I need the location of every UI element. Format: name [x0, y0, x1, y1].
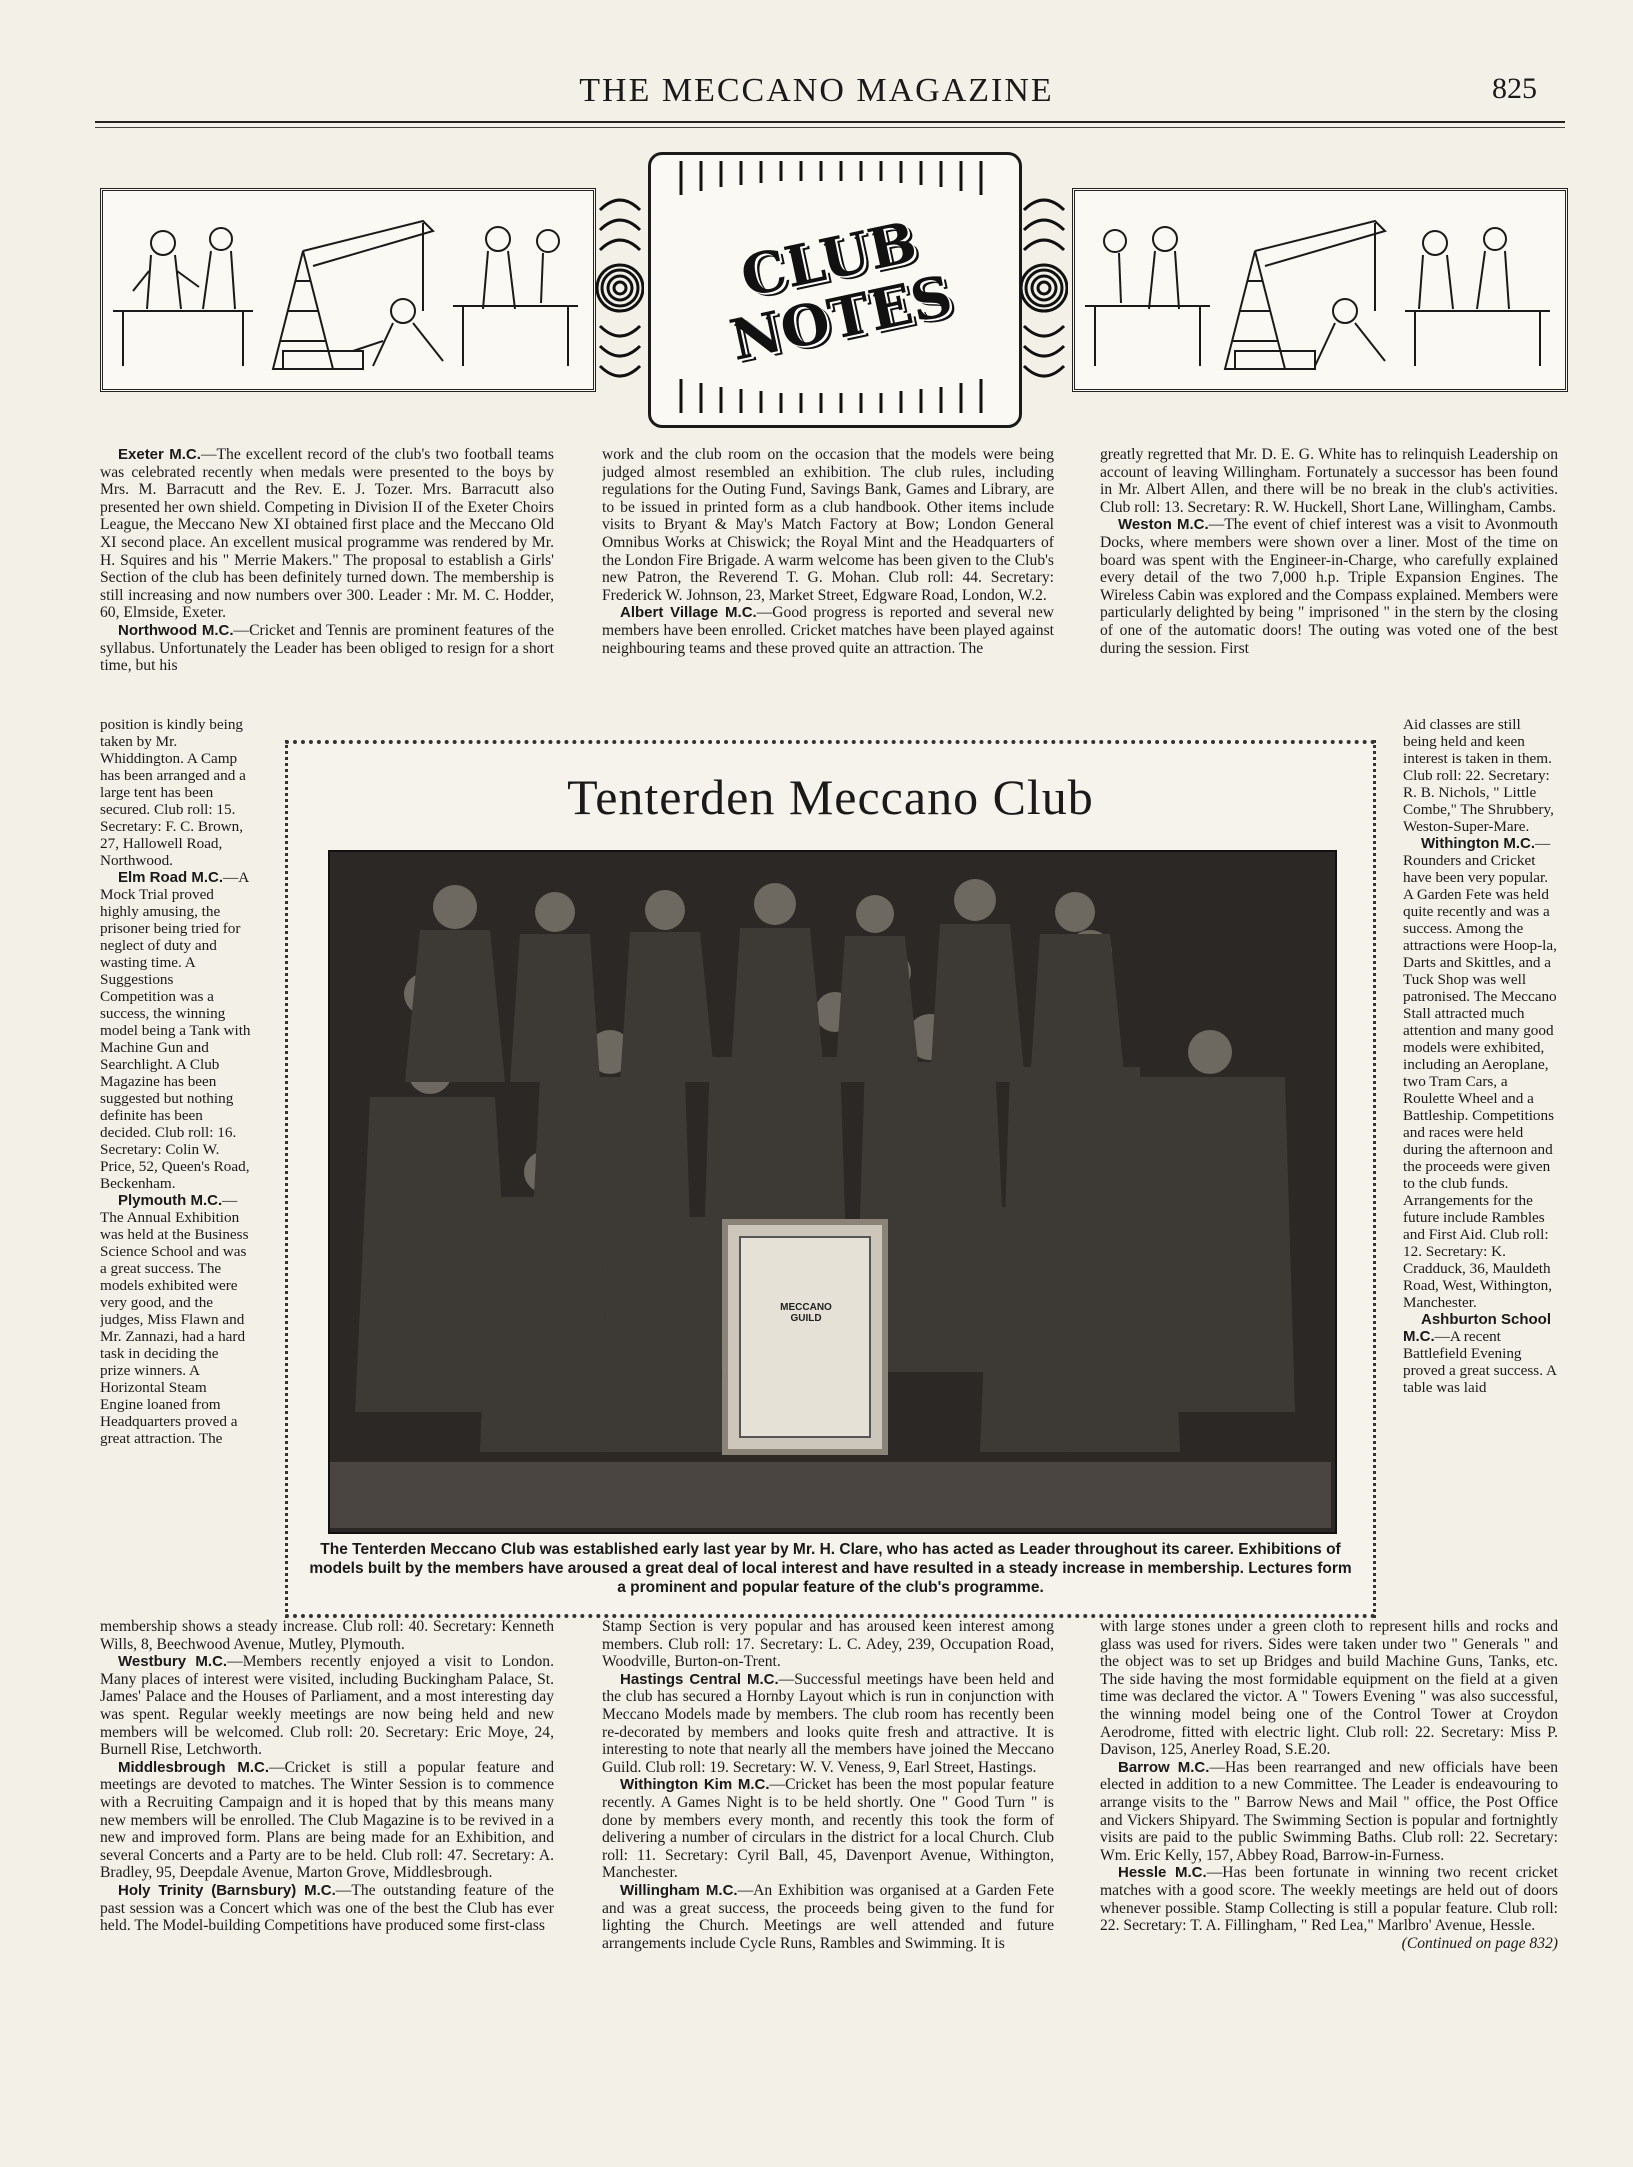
feature-box [285, 740, 1376, 1618]
club-name: Hastings Central M.C. [620, 1670, 779, 1688]
club-name: Westbury M.C. [118, 1653, 228, 1671]
club-name: Barrow M.C. [1118, 1758, 1210, 1776]
club-report-text: —The outstanding feature of the past session was a Concert which was one of the best the Club has ever held. The Model-building Competitions have produced some first-class [100, 1881, 554, 1935]
club-report-text: —Has been rearranged and new officials have been elected in addition to a new Committee. The Leader is endeavouring to arrange visits to the " Barrow News and Mail " office, the Post Office and Vickers Shipyard. The Swimming Section is popular and fortnightly visits are paid to the public Swimming Baths. Club roll: 22. Secretary: Wm. Eric Kelly, 157, Abbey Road, Barrow-in-Furness. [1100, 1758, 1558, 1864]
club-entry [602, 1671, 1054, 1777]
club-notes-logo [648, 152, 1022, 428]
club-entry-continued [602, 1618, 1054, 1671]
club-name: Willingham M.C. [620, 1881, 738, 1899]
banner-left-panel [100, 188, 596, 392]
column-2-bottom-text [602, 1618, 1054, 2058]
masthead [0, 72, 1633, 120]
club-entry-continued [1403, 716, 1558, 835]
club-report-text: —Successful meetings have been held and the club has secured a Hornby Layout which is run in conjunction with Meccano Models made by members. The club room has recently been re-decorated by members and looks quite fresh and attractive. It is interesting to note that nearly all the members have joined the Meccano Guild. Club roll: 19. Secretary: W. V. Veness, 9, Earl Street, Hastings. [602, 1670, 1054, 1776]
column-3-top-text [1100, 446, 1558, 716]
club-name: Middlesbrough M.C. [118, 1758, 269, 1776]
club-name: Exeter M.C. [118, 446, 201, 463]
spiral-ornament-icon [1020, 190, 1068, 386]
club-report-text: —The excellent record of the club's two football teams was celebrated recently when medals were presented to the boys by Mrs. M. Barracutt and the Rev. E. J. Tozer. Mrs. Barracutt also presented her own shield. Competing in Division II of the Exeter Choirs League, the Meccano New XI obtained first place and the Meccano Old XI second place. An excellent musical programme was rendered by Mr. H. Squires and his " Merrie Makers." The proposal to establish a Girls' Section of the club has been definitely turned down. The membership is still increasing and now numbers over 300. Leader : Mr. M. C. Hodder, 60, Elmside, Exeter. [100, 446, 554, 622]
club-report-text: greatly regretted that Mr. D. E. G. White has to relinquish Leadership on account of leaving Willingham. Fortunately a successor has been found in Mr. Albert Allen, and there will be no break in the club's activities. Club roll: 13. Secretary: R. W. Huckell, Short Lane, Willingham, Cambs. [1100, 446, 1558, 516]
boys-building-meccano-crane-illustration-icon [103, 191, 587, 383]
club-report-text: position is kindly being taken by Mr. Whiddington. A Camp has been arranged and a large tent has been secured. Club roll: 15. Secretary: F. C. Brown, 27, Hallowell Road, Northwood. [100, 716, 246, 869]
continued-note: (Continued on page 832) [1401, 1934, 1558, 1952]
club-name: Northwood M.C. [118, 621, 234, 639]
club-entry-continued [100, 1618, 554, 1653]
boys-building-meccano-crane-illustration-icon [1075, 191, 1559, 383]
column-3-side-text [1403, 716, 1558, 1618]
club-entry [1100, 1864, 1558, 1934]
meccano-guild-certificate-text: MECCANO GUILD [780, 1302, 832, 1324]
club-entry-continued [100, 716, 252, 869]
club-report-text: —Cricket has been the most popular feature recently. A Games Night is to be held shortly. One " Good Turn " is done by members every month, and recently this took the form of delivering a number of circulars in the district for a local Church. Club roll: 11. Secretary: Cyril Ball, 45, Davenport Avenue, Withington, Manchester. [602, 1776, 1054, 1882]
club-entry [100, 622, 554, 675]
spiral-ornament-icon [596, 190, 644, 386]
club-name: Plymouth M.C. [118, 1192, 223, 1209]
club-entry [100, 1653, 554, 1759]
club-report-text: —Rounders and Cricket have been very popular. A Garden Fete was held quite recently and was a success. Among the attractions were Hoop-la, Darts and Skittles, and a Tuck Shop was well patronised. The Meccano Stall attracted much attention and many good models were exhibited, including an Aeroplane, two Tram Cars, a Roulette Wheel and a Battleship. Competitions and races were held during the afternoon and the proceeds were given to the club funds. Arrangements for the future include Rambles and First Aid. Club roll: 12. Secretary: K. Cradduck, 36, Mauldeth Road, West, Withington, Manchester. [1403, 835, 1557, 1311]
club-report-text: —A recent Battlefield Evening proved a great success. A table was laid [1403, 1328, 1557, 1396]
club-entry-continued [1100, 1618, 1558, 1759]
club-report-text: work and the club room on the occasion that the models were being judged almost resembled an exhibition. The club rules, including regulations for the Outing Fund, Savings Bank, Games and Library, are to be issued in printed form as a club handbook. Other items include visits to Bryant & May's Match Factory at Bow; London General Omnibus Works at Chiswick; the Royal Mint and the Headquarters of the London Fire Brigade. A warm welcome has been given to the Club's new Patron, the Reverend T. G. Mohan. Club roll: 44. Secretary: Frederick W. Johnson, 23, Market Street, Edgware Road, London, W.2. [602, 446, 1054, 604]
club-entry [602, 604, 1054, 657]
club-entry [100, 869, 252, 1192]
club-name: Albert Village M.C. [620, 604, 757, 622]
club-name: Ashburton School M.C. [1403, 1311, 1551, 1345]
club-entry [602, 1882, 1054, 1952]
club-entry [1403, 835, 1558, 1311]
club-report-text: Stamp Section is very popular and has aroused keen interest among members. Club roll: 17. Secretary: L. C. Adey, 239, Occupation Road, Woodville, Burton-on-Trent. [602, 1618, 1054, 1671]
column-2-top-text [602, 446, 1054, 716]
club-name: Weston M.C. [1118, 516, 1209, 534]
club-report-text: —Good progress is reported and several new members have been enrolled. Cricket matches have been played against neighbouring teams and these proved quite an attraction. The [602, 604, 1054, 657]
club-entry-continued [602, 446, 1054, 604]
magazine-title: THE MECCANO MAGAZINE [579, 72, 1054, 109]
club-report-text: membership shows a steady increase. Club roll: 40. Secretary: Kenneth Wills, 8, Beechwood Avenue, Mutley, Plymouth. [100, 1618, 554, 1653]
club-entry [100, 1192, 252, 1447]
club-report-text: with large stones under a green cloth to represent hills and rocks and glass was used for rivers. Sides were taken under two " Generals " and the object was to set up Bridges and build Machine Guns, Tanks, etc. The side having the most formidable equipment on the field at a given time was declared the victor. A " Towers Evening " was also successful, the winning model being one of the Control Tower at Croydon Aerodrome, fitted with electric light. Club roll: 22. Secretary: Miss P. Davison, 125, Anerley Road, S.E.20. [1100, 1618, 1558, 1759]
club-entry [1403, 1311, 1558, 1396]
club-report-text: —Members recently enjoyed a visit to London. Many places of interest were visited, including Buckingham Palace, St. James' Palace and the Houses of Parliament, and a most interesting day was spent. Regular weekly meetings are now being held and new members will be welcomed. Club roll: 20. Secretary: Eric Moye, 24, Burnell Rise, Letchworth. [100, 1653, 554, 1759]
club-report-text: —Cricket is still a popular feature and meetings are devoted to matches. The Winter Session is to commence with a Recruiting Campaign and it is hoped that by this means many new members will be enrolled. The Club Magazine is to be revived in a new and improved form. Plans are being made for an Exhibition, and several Concerts and a Party are to be held. Club roll: 47. Secretary: A. Bradley, 95, Deepdale Avenue, Marton Grove, Middlesbrough. [100, 1758, 554, 1882]
feature-title: Tenterden Meccano Club [567, 769, 1094, 825]
club-entry-continued [1100, 446, 1558, 516]
banner-right-panel [1072, 188, 1568, 392]
column-3-bottom-text [1100, 1618, 1558, 2058]
header-rule-thin [95, 127, 1565, 128]
club-report-text: —The event of chief interest was a visit to Avonmouth Docks, where members were shown over a liner. Most of the time on board was spent with the Engineer-in-Charge, who carefully explained every detail of the two 7,000 h.p. Triple Expansion Engines. The Wireless Cabin was explored and the Compass explained. Members were particularly delighted by being " imprisoned " in the stern by the closing of one of the automatic doors! The outing was voted one of the best during the session. First [1100, 516, 1558, 657]
club-entry [100, 1882, 554, 1935]
header-rule [95, 121, 1565, 123]
club-entry [602, 1776, 1054, 1882]
club-entry [100, 1759, 554, 1882]
club-notes-heading: CLUB NOTES [724, 208, 959, 374]
club-name: Withington Kim M.C. [620, 1776, 770, 1794]
club-entry [1100, 516, 1558, 657]
club-name: Withington M.C. [1421, 835, 1535, 852]
club-report-text: —An Exhibition was organised at a Garden Fete and was a great success, the proceeds being given to the fund for lighting the Church. Meetings are well attended and future arrangements include Cycle Runs, Rambles and Swimming. It is [602, 1881, 1054, 1952]
club-report-text: Aid classes are still being held and keen interest is taken in them. Club roll: 22. Secretary: R. B. Nichols, " Little Combe," The Shrubbery, Weston-Super-Mare. [1403, 716, 1554, 835]
club-name: Hessle M.C. [1118, 1864, 1207, 1882]
club-report-text: —Has been fortunate in winning two recent cricket matches with a good score. The weekly meetings are held out of doors whenever possible. Stamp Collecting is still a popular feature. Club roll: 22. Secretary: T. A. Fillingham, " Red Lea," Marlbro' Avenue, Hessle. [1100, 1864, 1558, 1935]
column-1-bottom-text [100, 1618, 554, 2058]
club-name: Elm Road M.C. [118, 869, 224, 886]
club-entry [100, 446, 554, 622]
photo-caption: The Tenterden Meccano Club was established early last year by Mr. H. Clare, who has acted as Leader throughout its career. Exhibitions of models built by the members have aroused a great deal of local interest and have resulted in a steady increase in membership. Lectures form a prominent and popular feature of the club's programme. [309, 1541, 1352, 1596]
club-report-text: —Cricket and Tennis are prominent features of the syllabus. Unfortunately the Leader has been obliged to resign for a short time, but his [100, 621, 554, 675]
column-1-top-text [100, 446, 554, 716]
page-number: 825 [1492, 72, 1537, 105]
club-report-text: —The Annual Exhibition was held at the Business Science School and was a great success. The models exhibited were very good, and the judges, Miss Flawn and Mr. Zannazi, had a hard task in deciding the prize winners. A Horizontal Steam Engine loaned from Headquarters proved a great attraction. The [100, 1192, 249, 1447]
group-photograph-icon [328, 850, 1337, 1534]
club-name: Holy Trinity (Barnsbury) M.C. [118, 1881, 336, 1899]
club-report-text: —A Mock Trial proved highly amusing, the prisoner being tried for neglect of duty and wasting time. A Suggestions Competition was a success, the winning model being a Tank with Machine Gun and Searchlight. A Club Magazine has been suggested but nothing definite has been decided. Club roll: 16. Secretary: Colin W. Price, 52, Queen's Road, Beckenham. [100, 869, 251, 1192]
club-entry [1100, 1759, 1558, 1865]
column-1-side-text [100, 716, 252, 1618]
